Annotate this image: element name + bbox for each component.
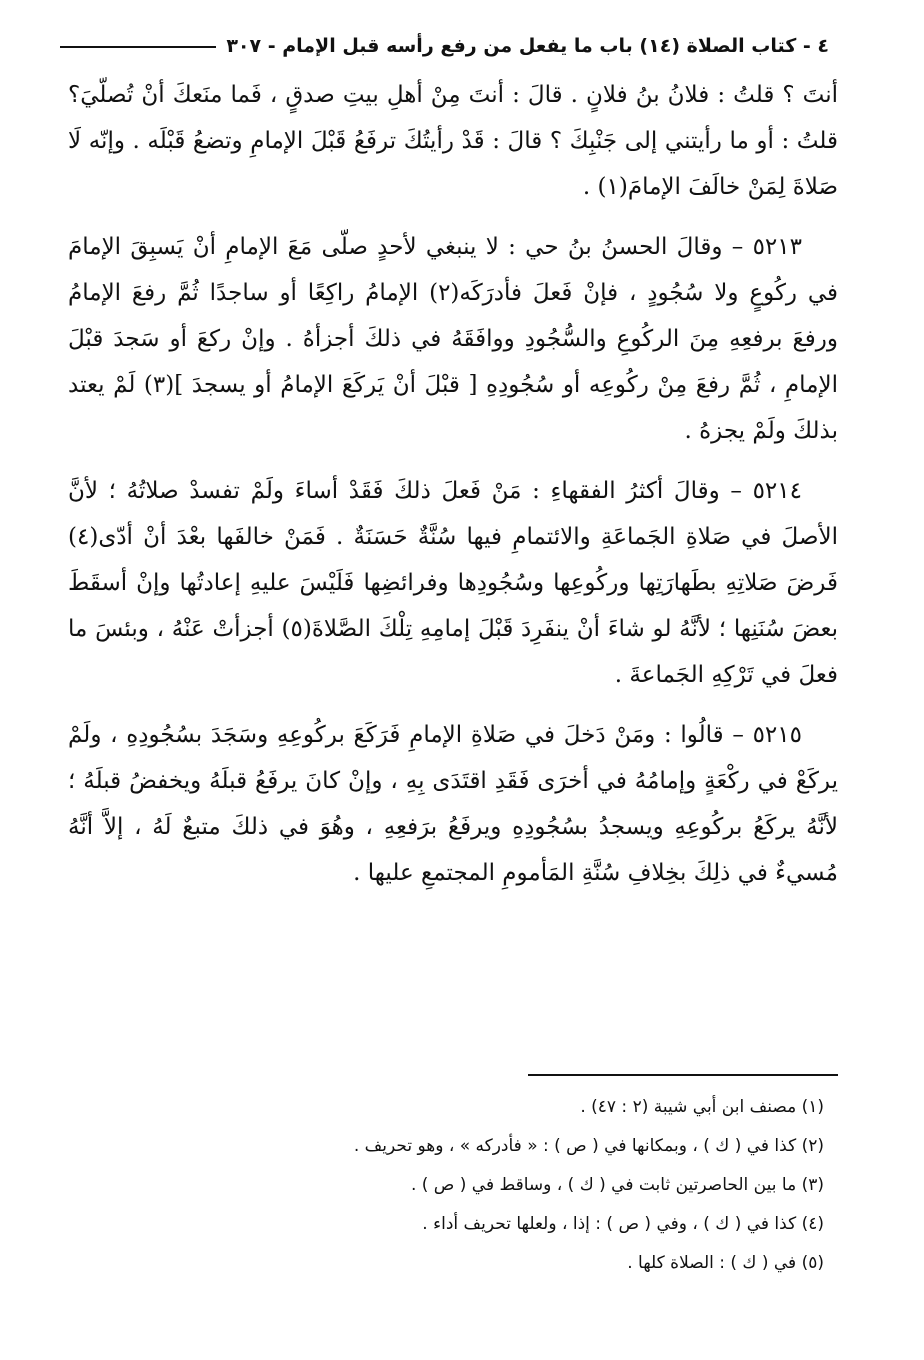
footnotes bbox=[68, 1088, 824, 1283]
running-header bbox=[60, 30, 829, 62]
footnote-2: (٢) كذا في ( ك ) ، وبمكانها في ( ص ) : « فأدركه » ، وهو تحريف . bbox=[353, 1136, 824, 1156]
paragraph-5213: ٥٢١٣ – وقالَ الحسنُ بنُ حي : لا ينبغي لأحدٍ صلّى مَعَ الإمامِ أنْ يَسبِقَ الإمامَ في ركُوعٍ ولا سُجُودٍ ، فإنْ فَعلَ فأدرَكَه(٢) الإمامُ راكِعًا أو ساجدًا ثُمَّ رفعَ الإمامُ ورفعَ برفعِهِ مِنَ الركُوعِ والسُّجُودِ ووافَقَهُ في ذلكَ أجزأهُ . وإنْ ركعَ أو سَجدَ قبْلَ الإمامِ ، ثُمَّ رفعَ مِنْ ركُوعِه أو سُجُودِهِ [ قبْلَ أنْ يَركَعَ الإمامُ أو يسجدَ ](٣) لَمْ يعتد بذلكَ ولَمْ يجزهُ . bbox=[68, 234, 839, 444]
paragraph-5215: ٥٢١٥ – قالُوا : ومَنْ دَخلَ في صَلاةِ الإمامِ فَرَكَعَ بركُوعِهِ وسَجَدَ بسُجُودِهِ ، ولَمْ يركَعْ في ركْعَةٍ وإمامُهُ في أخرَى فَقَدِ اقتَدَى بِهِ ، وإنْ كانَ يرفَعُ قبلَهُ ويخفضُ قبلَهُ ؛ لأنَّهُ يركَعُ بركُوعِهِ ويسجدُ بسُجُودِهِ ويرفَعُ برَفعِهِ ، وهُوَ في ذلكَ متبعٌ لَهُ ، إلاَّ أنَّهُ مُسيءٌ في ذلِكَ بخِلافِ سُنَّةِ المَأمومِ المجتمعِ عليها . bbox=[68, 722, 838, 886]
footnote-1: (١) مصنف ابن أبي شيبة (٢ : ٤٧) . bbox=[580, 1097, 824, 1117]
main-text bbox=[68, 72, 838, 910]
header-text: ٤ - كتاب الصلاة (١٤) باب ما يفعل من رفع رأسه قبل الإمام - ٣٠٧ bbox=[226, 35, 829, 57]
footnote-separator bbox=[528, 1074, 838, 1076]
paragraph-5214: ٥٢١٤ – وقالَ أكثرُ الفقهاءِ : مَنْ فَعلَ ذلكَ فَقَدْ أساءَ ولَمْ تفسدْ صلاتُهُ ؛ لأنَّ الأصلَ في صَلاةِ الجَماعَةِ والائتمامِ فيها سُنَّةٌ حَسَنَةٌ . فَمَنْ خالفَها بعْدَ أنْ أدّى(٤) فَرضَ صَلاتِهِ بطَهارَتِها وركُوعِها وسُجُودِها وفرائضِها فَلَيْسَ عليهِ إعادتُها وإنْ أسقَطَ بعضَ سُنَنِها ؛ لأنَّهُ لو شاءَ أنْ ينفَرِدَ قَبْلَ إمامِهِ تِلْكَ الصَّلاةَ(٥) أجزأتْ عَنْهُ ، وبئسَ ما فعلَ في تَرْكِهِ الجَماعةَ . bbox=[68, 478, 838, 688]
footnote-3: (٣) ما بين الحاصرتين ثابت في ( ك ) ، وساقط في ( ص ) . bbox=[410, 1175, 824, 1195]
paragraph-continuation: أنتَ ؟ قلتُ : فلانُ بنُ فلانٍ . قالَ : أنتَ مِنْ أهلِ بيتِ صدقٍ ، فَما منَعكَ أنْ تُصلّيَ؟ قلتُ : أو ما رأيتني إلى جَنْبِكَ ؟ قالَ : قَدْ رأيتُكَ ترفَعُ قَبْلَ الإمامِ وتضعُ قَبْلَه . وإنّه لَا صَلاةَ لِمَنْ خالَفَ الإمامَ(١) . bbox=[68, 82, 838, 200]
header-rule bbox=[60, 46, 216, 48]
footnote-5: (٥) في ( ك ) : الصلاة كلها . bbox=[627, 1253, 824, 1273]
footnote-4: (٤) كذا في ( ك ) ، وفي ( ص ) : إذا ، ولعلها تحريف أداء . bbox=[422, 1214, 824, 1234]
